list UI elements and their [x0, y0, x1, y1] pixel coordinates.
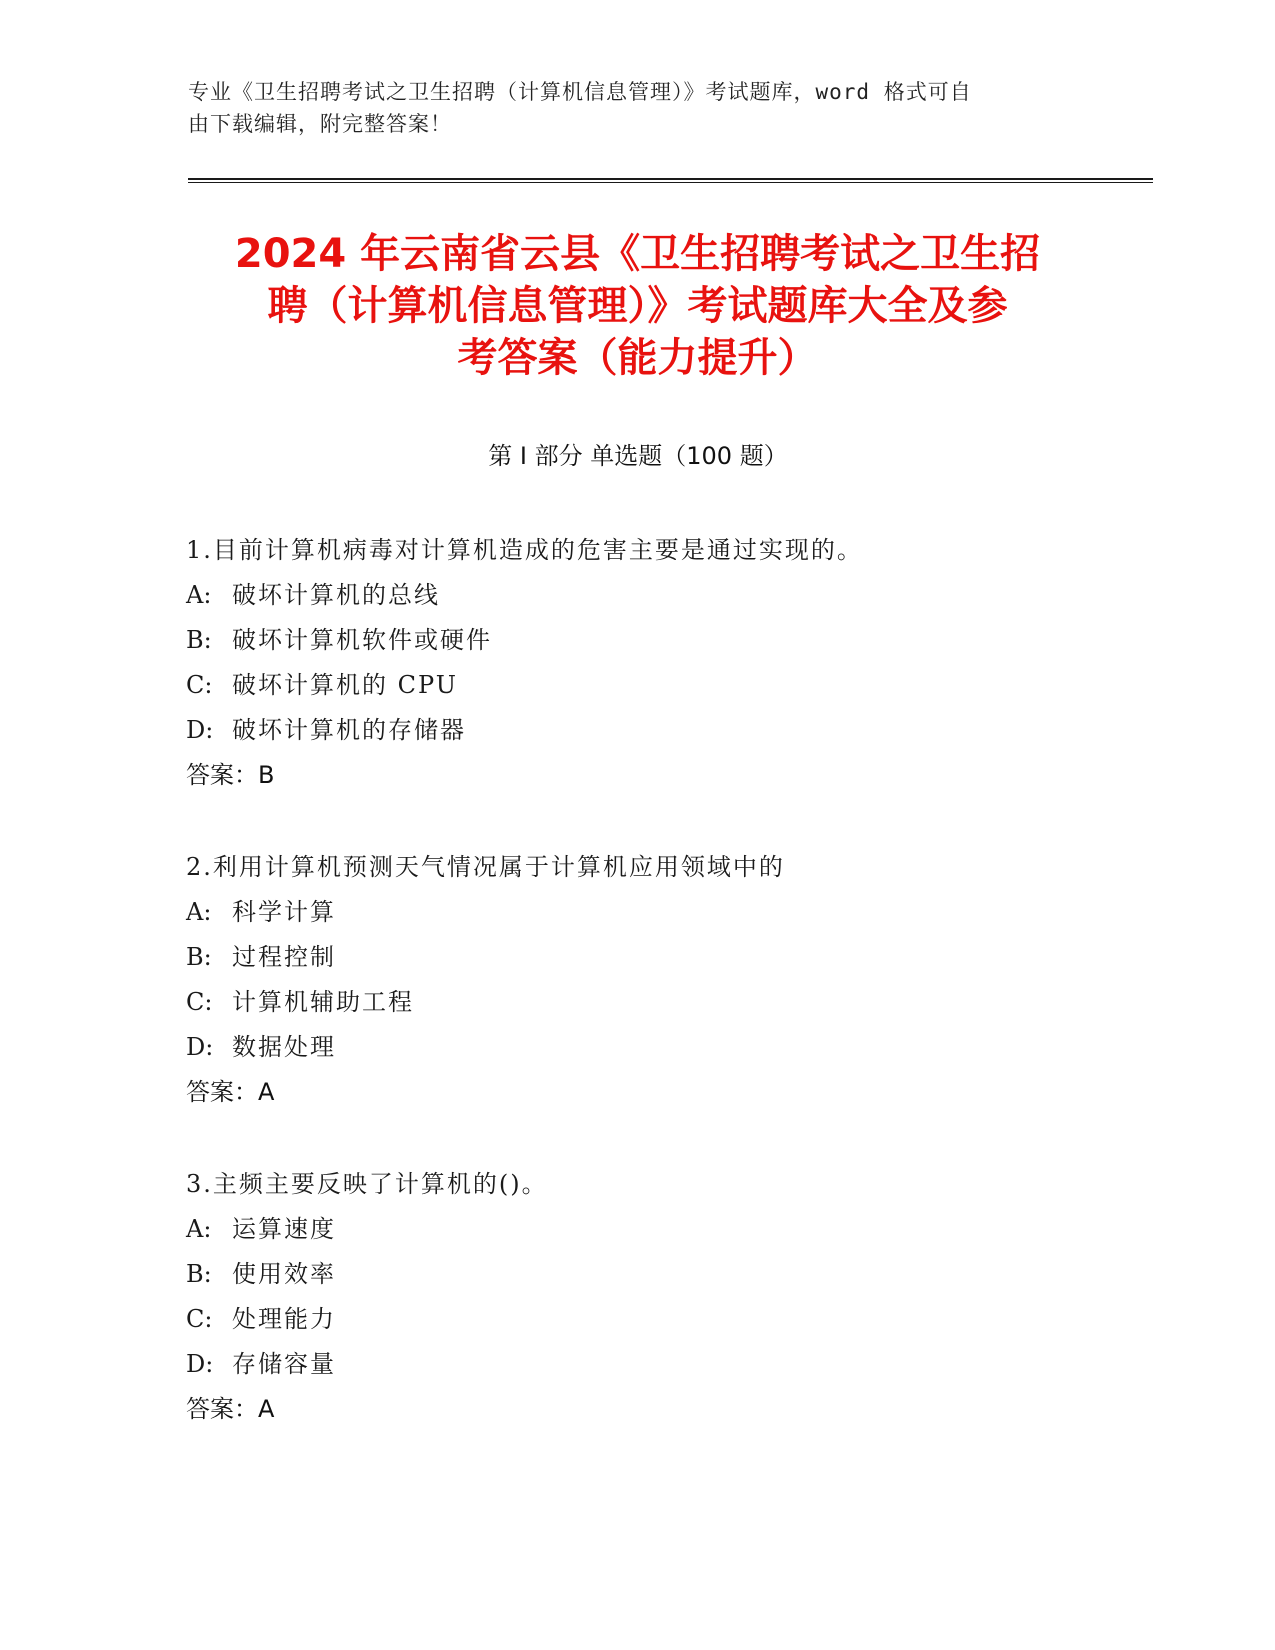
option-d [186, 708, 1166, 753]
option-b [186, 618, 1166, 663]
option-c [186, 1297, 1166, 1342]
option-label: B: [186, 1260, 212, 1288]
option-text: 处理能力 [232, 1305, 336, 1333]
header-rule-thick [188, 178, 1153, 180]
option-b [186, 935, 1166, 980]
option-c [186, 663, 1166, 708]
answer: 答案：A [186, 1078, 275, 1106]
document-title [160, 228, 1115, 384]
option-label: B: [186, 626, 212, 654]
document-title-line-2: 聘（计算机信息管理）》考试题库大全及参 [267, 283, 1008, 329]
option-d [186, 1025, 1166, 1070]
option-text: 破坏计算机的存储器 [232, 716, 466, 744]
document-title-line-1: 2024 年云南省云县《卫生招聘考试之卫生招 [234, 231, 1041, 277]
question-3 [186, 1162, 1166, 1432]
option-text: 计算机辅助工程 [232, 988, 414, 1016]
section-title: 第 I 部分 单选题（100 题） [488, 442, 788, 470]
question-list [186, 528, 1166, 1479]
option-text: 数据处理 [232, 1033, 336, 1061]
option-text: 科学计算 [232, 898, 336, 926]
option-label: D: [186, 716, 214, 744]
header-note-line-1: 专业《卫生招聘考试之卫生招聘（计算机信息管理）》考试题库，word 格式可自 [188, 80, 972, 104]
option-label: A: [186, 581, 212, 609]
option-label: C: [186, 1305, 213, 1333]
question-1 [186, 528, 1166, 798]
option-b [186, 1252, 1166, 1297]
question-stem: 3.主频主要反映了计算机的()。 [186, 1170, 548, 1198]
option-d [186, 1342, 1166, 1387]
answer: 答案：A [186, 1395, 275, 1423]
option-text: 破坏计算机软件或硬件 [232, 626, 492, 654]
option-label: D: [186, 1350, 214, 1378]
option-text: 破坏计算机的 CPU [232, 671, 458, 699]
document-title-line-3: 考答案（能力提升） [457, 335, 818, 381]
answer: 答案：B [186, 761, 275, 789]
option-label: C: [186, 671, 213, 699]
option-a [186, 573, 1166, 618]
option-a [186, 1207, 1166, 1252]
question-2 [186, 845, 1166, 1115]
option-label: C: [186, 988, 213, 1016]
option-text: 使用效率 [232, 1260, 336, 1288]
option-label: D: [186, 1033, 214, 1061]
question-stem: 1.目前计算机病毒对计算机造成的危害主要是通过实现的。 [186, 536, 863, 564]
header-rule-thin [188, 182, 1153, 183]
question-stem: 2.利用计算机预测天气情况属于计算机应用领域中的 [186, 853, 785, 881]
option-label: A: [186, 1215, 212, 1243]
option-text: 过程控制 [232, 943, 336, 971]
header-note [188, 76, 1068, 140]
option-text: 运算速度 [232, 1215, 336, 1243]
option-text: 存储容量 [232, 1350, 336, 1378]
option-a [186, 890, 1166, 935]
option-label: A: [186, 898, 212, 926]
header-note-line-2: 由下载编辑，附完整答案！ [188, 112, 452, 136]
option-text: 破坏计算机的总线 [232, 581, 440, 609]
option-c [186, 980, 1166, 1025]
option-label: B: [186, 943, 212, 971]
